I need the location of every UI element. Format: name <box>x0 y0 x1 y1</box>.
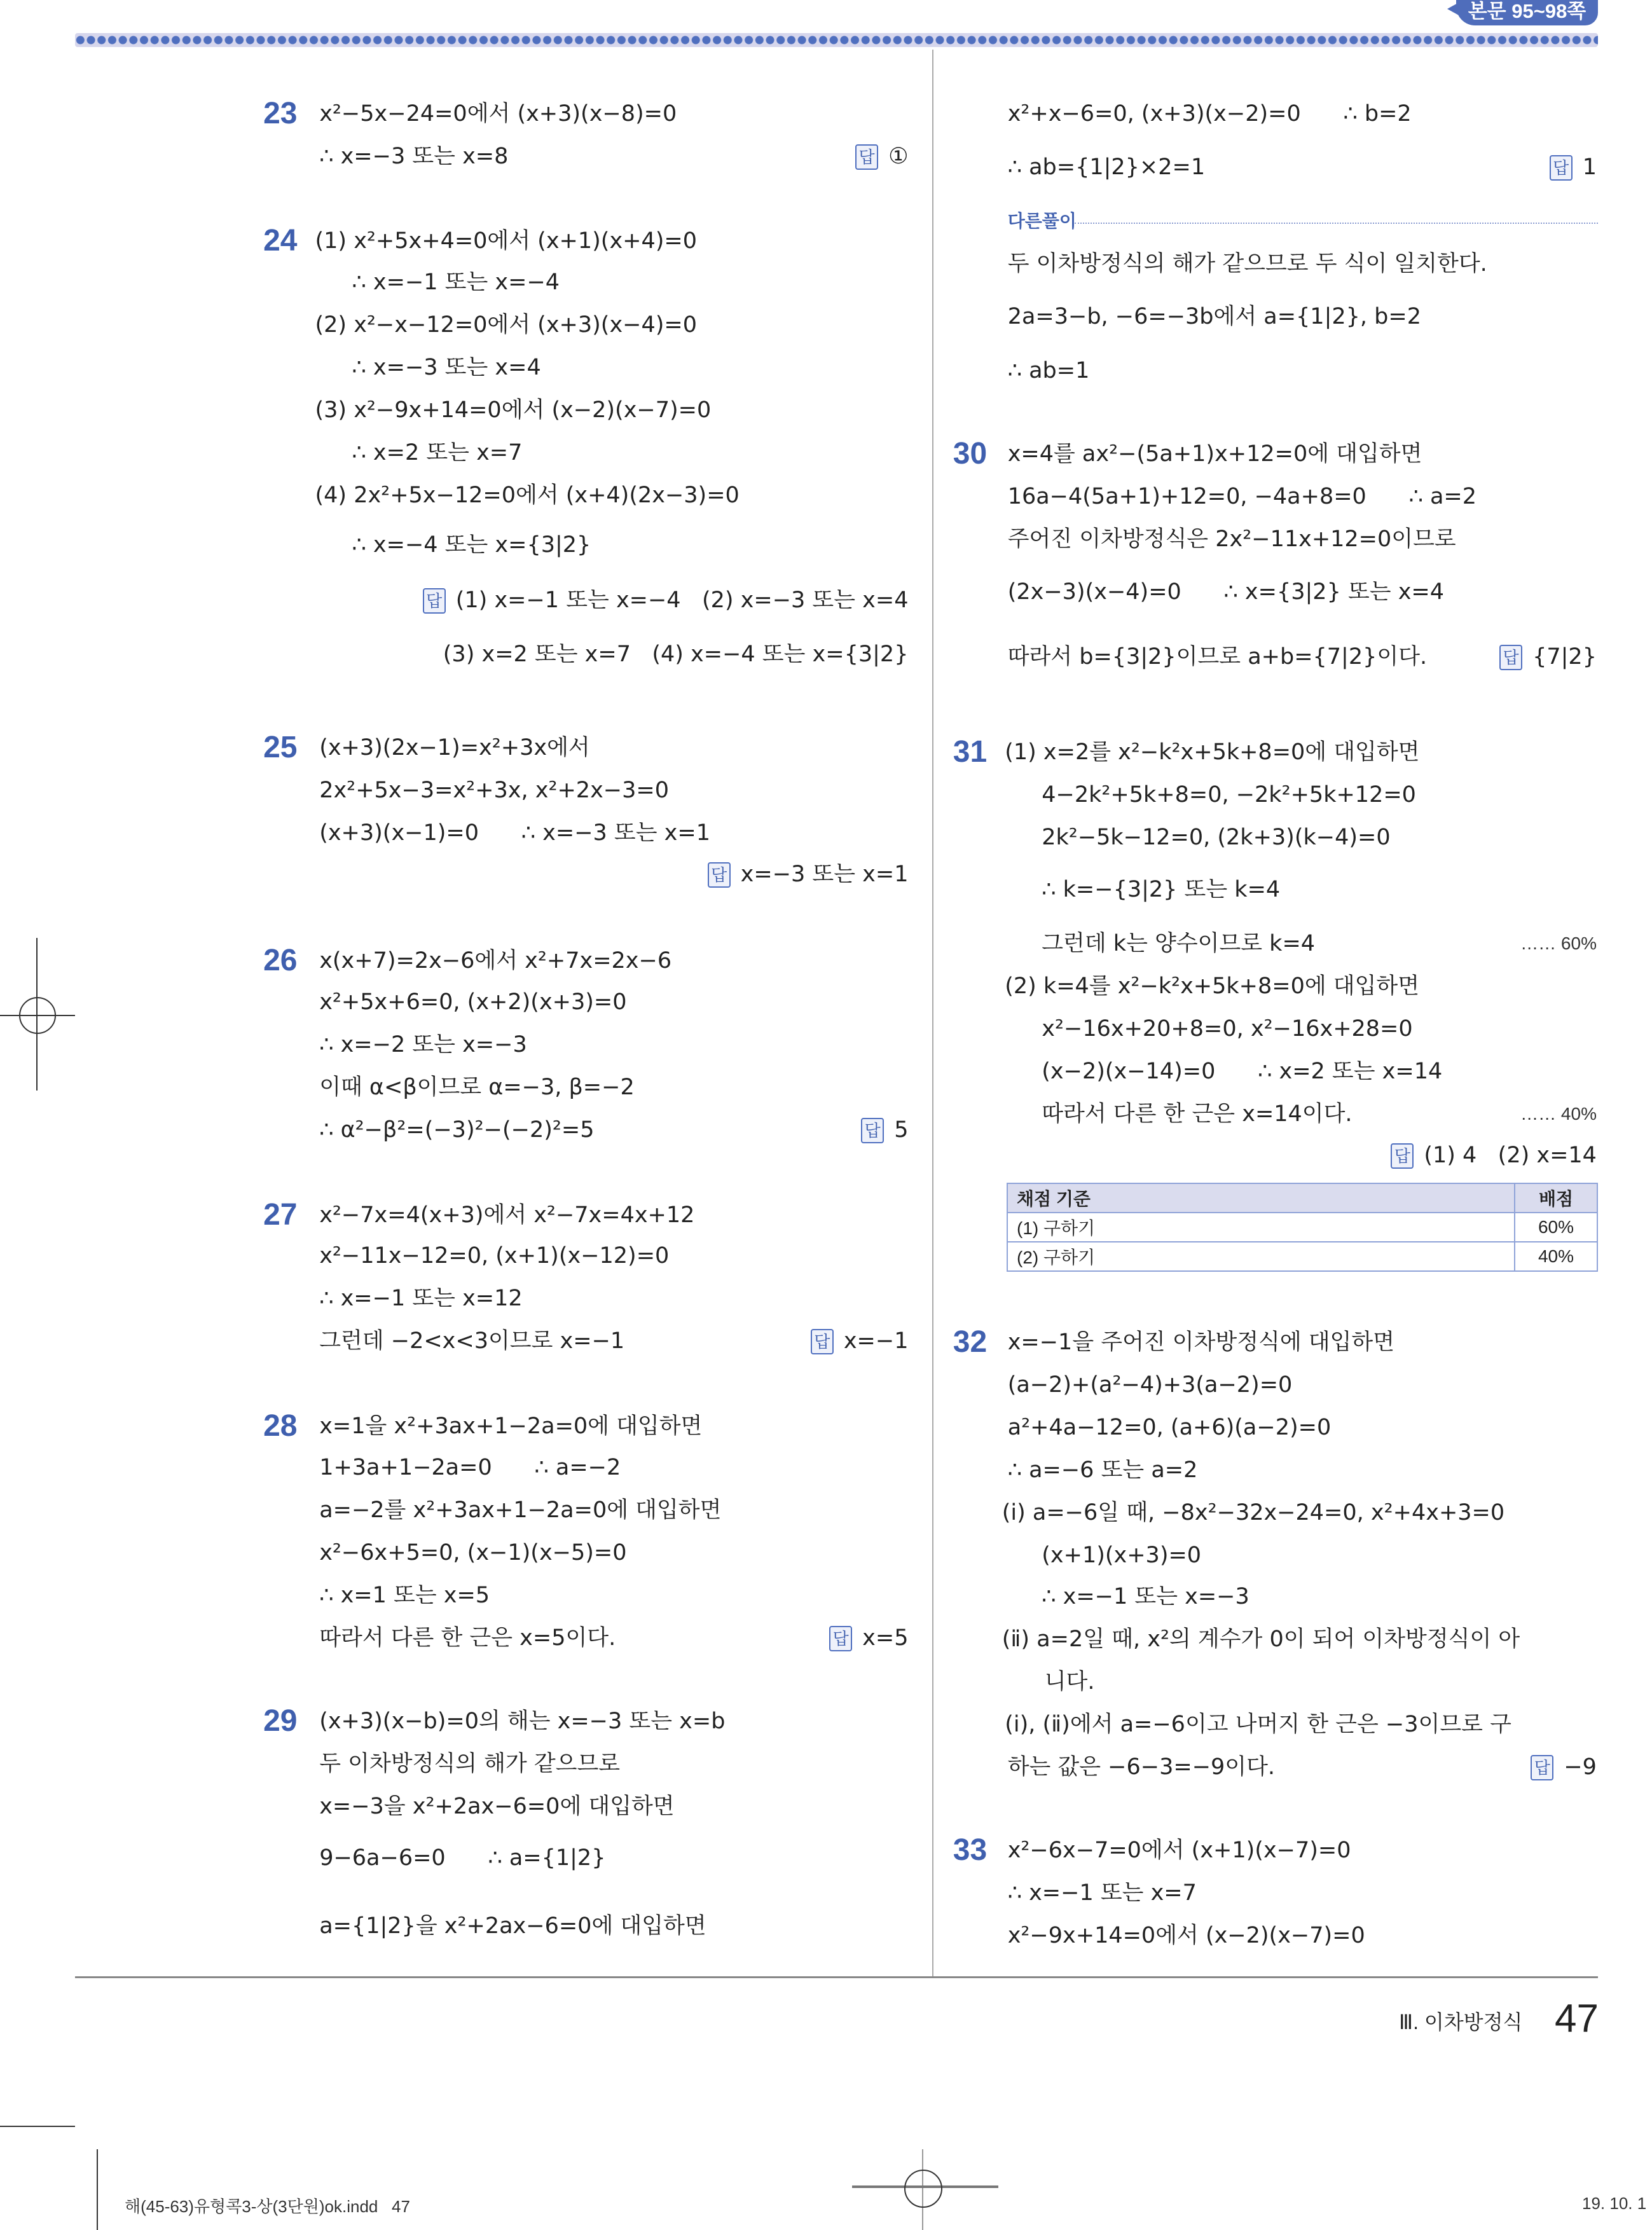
solution-line: 주어진 이차방정식은 2x²−11x+12=0이므로 <box>1007 527 1456 553</box>
answer-icon: 답 <box>1531 1755 1553 1780</box>
solution-line: 따라서 b={3|2}이므로 a+b={7|2}이다. <box>1007 644 1428 670</box>
solution-line: 니다. <box>1044 1669 1095 1695</box>
solution-line: (x−2)(x−14)=0 ∴ x=2 또는 x=14 <box>1042 1059 1443 1085</box>
answer-icon: 답 <box>829 1626 852 1651</box>
solution-line: ∴ x=−1 또는 x=−4 <box>352 270 560 296</box>
problem-number: 29 <box>263 1704 298 1738</box>
registration-mark <box>904 2170 942 2208</box>
solution-line: x²−5x−24=0에서 (x+3)(x−8)=0 <box>319 100 677 127</box>
column-divider <box>932 50 933 1978</box>
answer-text: 5 <box>894 1117 909 1143</box>
solution-line: ∴ k=−{3|2} 또는 k=4 <box>1042 877 1281 903</box>
solution-line: (2x−3)(x−4)=0 ∴ x={3|2} 또는 x=4 <box>1007 579 1445 605</box>
solution-line: a={1|2}을 x²+2ax−6=0에 대입하면 <box>319 1913 706 1939</box>
solution-line: (x+3)(x−b)=0의 해는 x=−3 또는 x=b <box>319 1709 726 1735</box>
solution-line: 2k²−5k−12=0, (2k+3)(k−4)=0 <box>1042 824 1391 850</box>
answer <box>1550 149 1597 185</box>
answer-text: x=−1 <box>843 1328 909 1354</box>
answer <box>1391 1138 1597 1173</box>
solution-line: 따라서 다른 한 근은 x=5이다. <box>319 1625 616 1651</box>
answer-icon: 답 <box>811 1329 834 1354</box>
solution-line: x=−3을 x²+2ax−6=0에 대입하면 <box>319 1794 675 1820</box>
solution-line: x²−16x+20+8=0, x²−16x+28=0 <box>1042 1016 1413 1042</box>
solution-line: ∴ x=−1 또는 x=−3 <box>1042 1583 1249 1609</box>
solution-line: (2) x²−x−12=0에서 (x+3)(x−4)=0 <box>315 312 698 338</box>
scoring-header-points: 배점 <box>1515 1183 1597 1213</box>
table-row <box>1007 1242 1597 1271</box>
scoring-header-criteria: 채점 기준 <box>1007 1183 1515 1213</box>
answer <box>708 857 909 892</box>
points-cell: 40% <box>1515 1242 1597 1271</box>
alt-solution-line: ∴ ab=1 <box>1007 357 1090 383</box>
answer <box>1531 1749 1597 1785</box>
answer-text: x=−3 또는 x=1 <box>740 861 909 887</box>
footer-rule <box>75 1976 1598 1978</box>
solution-line: a=−2를 x²+3ax+1−2a=0에 대입하면 <box>319 1497 722 1523</box>
chapter-title: Ⅲ. 이차방정식 <box>1399 2011 1523 2034</box>
answer-text: 1 <box>1582 155 1597 181</box>
solution-line: (x+3)(x−1)=0 ∴ x=−3 또는 x=1 <box>319 820 710 846</box>
score-weight: …… 40% <box>1520 1104 1597 1124</box>
solution-line: ∴ a=−6 또는 a=2 <box>1007 1457 1198 1483</box>
solution-line: (a−2)+(a²−4)+3(a−2)=0 <box>1007 1372 1293 1398</box>
problem-number: 30 <box>953 437 988 471</box>
dotted-header-band <box>75 33 1598 47</box>
alt-solution-line: 두 이차방정식의 해가 같으므로 두 식이 일치한다. <box>1007 251 1487 277</box>
answer-icon: 답 <box>1499 645 1522 670</box>
solution-line: 하는 값은 −6−3=−9이다. <box>1007 1754 1276 1780</box>
solution-line: 9−6a−6=0 ∴ a={1|2} <box>319 1845 606 1871</box>
solution-line: x²−6x+5=0, (x−1)(x−5)=0 <box>319 1539 627 1566</box>
answer <box>861 1112 908 1148</box>
solution-line: 1+3a+1−2a=0 ∴ a=−2 <box>319 1454 621 1480</box>
answer-text: (1) 4 (2) x=14 <box>1424 1142 1597 1168</box>
answer-text: (1) x=−1 또는 x=−4 (2) x=−3 또는 x=4 <box>455 588 909 614</box>
solution-line: ∴ x=−1 또는 x=12 <box>319 1286 523 1312</box>
answer-icon: 답 <box>1550 155 1573 181</box>
solution-line: 16a−4(5a+1)+12=0, −4a+8=0 ∴ a=2 <box>1007 484 1477 510</box>
answer-icon: 답 <box>423 588 446 614</box>
solution-line: (x+3)(2x−1)=x²+3x에서 <box>319 735 590 761</box>
scoring-table <box>1007 1183 1598 1272</box>
answer-text: −9 <box>1564 1754 1597 1780</box>
answer-text: ① <box>888 143 909 169</box>
solution-line: ∴ x=1 또는 x=5 <box>319 1582 490 1608</box>
problem-number: 23 <box>263 96 298 130</box>
answer <box>811 1323 909 1359</box>
solution-line: ∴ x=−1 또는 x=7 <box>1007 1880 1197 1906</box>
answer-icon: 답 <box>855 144 878 170</box>
solution-line: ∴ ab={1|2}×2=1 <box>1007 155 1206 181</box>
solution-line: x²−11x−12=0, (x+1)(x−12)=0 <box>319 1243 670 1269</box>
problem-number: 32 <box>953 1325 988 1359</box>
solution-line: 4−2k²+5k+8=0, −2k²+5k+12=0 <box>1042 781 1416 808</box>
solution-line: 이때 α<β이므로 α=−3, β=−2 <box>319 1074 635 1100</box>
solution-line: ∴ x=−3 또는 x=8 <box>319 143 509 169</box>
crop-mark <box>97 2149 98 2230</box>
answer <box>423 582 909 618</box>
solution-line: ∴ α²−β²=(−3)²−(−2)²=5 <box>319 1117 595 1143</box>
solution-line: (3) x²−9x+14=0에서 (x−2)(x−7)=0 <box>315 397 712 423</box>
solution-line: ∴ x=2 또는 x=7 <box>352 439 523 465</box>
answer-text: (3) x=2 또는 x=7 (4) x=−4 또는 x={3|2} <box>443 641 909 667</box>
answer-icon: 답 <box>1391 1143 1414 1169</box>
answer-text: x=5 <box>862 1625 909 1651</box>
problem-number: 28 <box>263 1409 298 1443</box>
alt-solution-divider <box>1075 223 1598 224</box>
problem-number: 25 <box>263 731 298 765</box>
problem-number: 27 <box>263 1197 298 1232</box>
solution-line: ∴ x=−3 또는 x=4 <box>352 355 541 381</box>
criteria-cell: (1) 구하기 <box>1007 1213 1515 1242</box>
solution-line: (1) x²+5x+4=0에서 (x+1)(x+4)=0 <box>315 228 698 254</box>
solution-line: 따라서 다른 한 근은 x=14이다. <box>1042 1101 1353 1127</box>
problem-number: 31 <box>953 734 988 769</box>
alt-solution-line: 2a=3−b, −6=−3b에서 a={1|2}, b=2 <box>1007 303 1421 329</box>
print-slug-filename: 해(45-63)유형콕3-상(3단원)ok.indd 47 <box>125 2197 410 2216</box>
solution-line: 그런데 −2<x<3이므로 x=−1 <box>319 1328 625 1354</box>
table-row <box>1007 1213 1597 1242</box>
crop-mark <box>0 2126 75 2127</box>
solution-line: (2) k=4를 x²−k²x+5k+8=0에 대입하면 <box>1005 974 1420 1000</box>
solution-line: (x+1)(x+3)=0 <box>1042 1543 1202 1569</box>
problem-number: 33 <box>953 1833 988 1868</box>
solution-line: x²+x−6=0, (x+3)(x−2)=0 ∴ b=2 <box>1007 100 1412 127</box>
solution-line: x²−7x=4(x+3)에서 x²−7x=4x+12 <box>319 1202 695 1228</box>
problem-number: 24 <box>263 224 298 258</box>
solution-line: (ⅰ) a=−6일 때, −8x²−32x−24=0, x²+4x+3=0 <box>1002 1500 1505 1526</box>
answer <box>443 637 909 672</box>
problem-number: 26 <box>263 944 298 978</box>
answer-icon: 답 <box>708 862 731 888</box>
solution-line: 두 이차방정식의 해가 같으므로 <box>319 1751 621 1777</box>
answer <box>829 1620 908 1656</box>
solution-line: x²+5x+6=0, (x+2)(x+3)=0 <box>319 989 627 1015</box>
answer-icon: 답 <box>861 1118 884 1143</box>
page-number: 47 <box>1555 1997 1599 2041</box>
solution-line: a²+4a−12=0, (a+6)(a−2)=0 <box>1007 1415 1332 1441</box>
solution-line: (ⅰ), (ⅱ)에서 a=−6이고 나머지 한 근은 −3이므로 구 <box>1005 1711 1511 1737</box>
solution-line: (1) x=2를 x²−k²x+5k+8=0에 대입하면 <box>1005 739 1420 765</box>
solution-line: (4) 2x²+5x−12=0에서 (x+4)(2x−3)=0 <box>315 482 740 508</box>
solution-line: x=1을 x²+3ax+1−2a=0에 대입하면 <box>319 1414 703 1440</box>
answer-text: {7|2} <box>1532 644 1597 670</box>
solution-line: ∴ x=−4 또는 x={3|2} <box>352 532 591 558</box>
solution-line: ∴ x=−2 또는 x=−3 <box>319 1031 527 1057</box>
criteria-cell: (2) 구하기 <box>1007 1242 1515 1271</box>
solution-line: 2x²+5x−3=x²+3x, x²+2x−3=0 <box>319 778 669 804</box>
registration-mark <box>19 997 56 1034</box>
answer <box>855 139 908 174</box>
answer <box>1499 639 1597 675</box>
print-slug-date: 19. 10. 1 <box>1582 2194 1647 2213</box>
score-weight: …… 60% <box>1520 933 1597 954</box>
solution-line: 그런데 k는 양수이므로 k=4 <box>1042 931 1316 957</box>
solution-line: x(x+7)=2x−6에서 x²+7x=2x−6 <box>319 948 672 974</box>
alt-solution-label: 다른풀이 <box>1007 211 1077 231</box>
solution-line: x=−1을 주어진 이차방정식에 대입하면 <box>1007 1330 1395 1356</box>
solution-line: x²−6x−7=0에서 (x+1)(x−7)=0 <box>1007 1838 1351 1864</box>
points-cell: 60% <box>1515 1213 1597 1242</box>
solution-line: x²−9x+14=0에서 (x−2)(x−7)=0 <box>1007 1923 1365 1949</box>
page-range-badge: 본문 95~98쪽 <box>1456 0 1598 25</box>
solution-line: x=4를 ax²−(5a+1)x+12=0에 대입하면 <box>1007 441 1422 467</box>
solution-line: (ⅱ) a=2일 때, x²의 계수가 0이 되어 이차방정식이 아 <box>1002 1626 1520 1652</box>
